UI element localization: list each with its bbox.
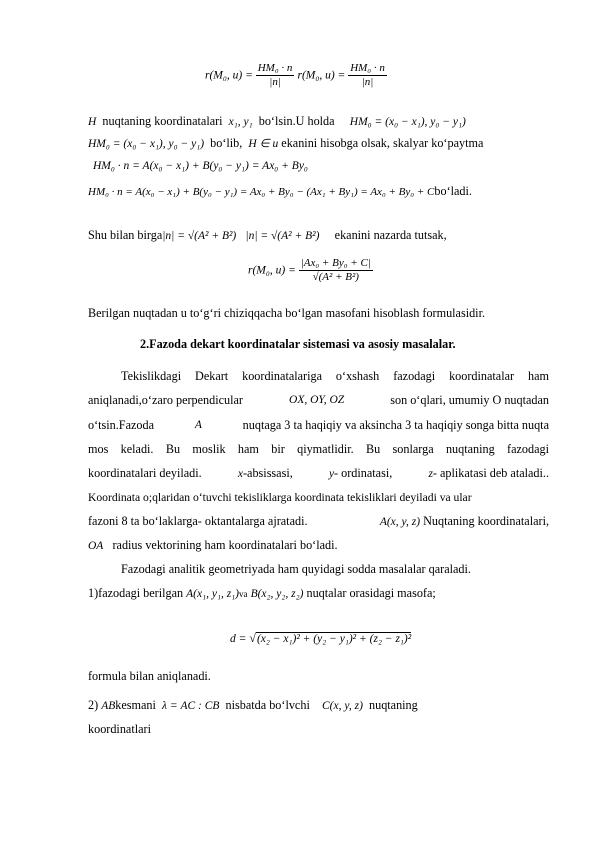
eq-top-right-lhs: r(M₀, u) =: [297, 69, 349, 82]
norm-eq-2: |n| = √(A² + B²): [245, 230, 320, 242]
text: bo‘lib,: [210, 136, 243, 150]
eq-top-left-lhs: r(M₀, u) =: [205, 69, 256, 82]
vector-oa: OA: [88, 540, 104, 552]
line-norm: [88, 227, 447, 244]
body-line-5: koordinatalari deyiladi. x-absissasi, y- ordinatasi, z- aplikatasi deb ataladi..: [88, 466, 549, 480]
tail-line-1: formula bilan aniqlanadi.: [88, 669, 211, 683]
body-line-7: fazoni 8 ta bo‘laklarga- oktantalarga ajratadi. A(x, y, z) Nuqtaning koordinatalari,: [88, 514, 549, 528]
equation-3d-distance: d = √(x₂ − x₁)² + (y₂ − y₁)² + (z₂ − z₁)²: [230, 631, 412, 645]
point-a-xyz: A(x, y, z): [379, 516, 421, 528]
line-h-coordinates: [88, 113, 466, 130]
point-b-coords: B(x₂, y₂, z₂): [250, 588, 304, 600]
text: ekanini nazarda tutsak,: [334, 228, 447, 242]
text: Shu bilan birga: [88, 228, 163, 242]
h-symbol: H: [88, 116, 97, 128]
equation-distance-line: r(M₀, u) = $\frac{\text{|Ax₀ + By₀ + C|}}{\text{√(A² + B²)}}$: [248, 257, 371, 283]
equation-scalar-2: HM₀ · n = A(x₀ − x₁) + B(y₀ − y₁) = Ax₀ + By₀ − (Ax₁ + By₁) = Ax₀ + By₀ + Cbo‘ladi.: [88, 184, 472, 198]
coords-x1-y1: x₁, y₁: [228, 116, 253, 128]
body-line-9: Fazodagi analitik geometriyada ham quyidagi sodda masalalar qaraladi.: [121, 562, 471, 576]
lambda-ratio: λ = AC : CB: [161, 700, 220, 712]
body-line-6: Koordinata o;qlaridan o‘tuvchi tekisliklarga koordinata tekisliklari deyiladi va ular: [88, 491, 472, 504]
point-a: A: [194, 419, 202, 431]
text: bo‘lsin.U holda: [258, 114, 335, 128]
segment-ab: AB: [101, 700, 116, 712]
body-line-2: aniqlanadi,o‘zaro perpendicular OX, OY, OZ son o‘qlari, umumiy O nuqtadan: [88, 393, 549, 407]
point-c: C(x, y, z): [322, 700, 363, 712]
body-line-10: 1)fazodagi berilgan A(x₁, y₁, z₁)va B(x₂, y₂, z₂) nuqtalar orasidagi masofa;: [88, 586, 436, 600]
equation-scalar-1: HM₀ · n = A(x₀ − x₁) + B(y₀ − y₁) = Ax₀ + By₀: [93, 160, 308, 172]
text: bo‘ladi.: [434, 184, 472, 198]
equation-top: [205, 62, 387, 89]
hm0-equation: HM₀ = (x₀ − x₁), y₀ − y₁): [349, 116, 466, 128]
line-berilgan: Berilgan nuqtadan u to‘g‘ri chiziqqacha bo‘lgan masofani hisoblash formulasidir.: [88, 306, 486, 320]
hm0-equation: HM₀ = (x₀ − x₁), y₀ − y₁): [88, 138, 205, 150]
body-line-4: mos keladi. Bu moslik ham bir qiymatlidir. Bu sonlarga nuqtaning fazodagi: [88, 442, 549, 456]
text: nuqtaning koordinatalari: [102, 114, 223, 128]
tail-line-2: 2) ABkesmani λ = AC : CB nisbatda bo‘lvchi C(x, y, z) nuqtaning: [88, 698, 418, 712]
body-line-8: OA radius vektorining ham koordinatalari bo‘ladi.: [88, 538, 338, 552]
axes-ox-oy-oz: OX, OY, OZ: [289, 394, 345, 406]
tail-line-3: koordinatlari: [88, 722, 151, 736]
line-hm0-scalar: [88, 135, 483, 152]
eq-top-left-frac: $\frac{\text{HM₀ · n}}{|n|}$: [257, 62, 293, 88]
norm-eq-1: |n| = √(A² + B²): [162, 230, 237, 242]
body-line-1: Tekislikdagi Dekart koordinatalariga o‘xshash fazodagi koordinatalar ham: [121, 369, 549, 383]
text: ekanini hisobga olsak, skalyar ko‘paytma: [281, 136, 484, 150]
h-in-u: H ∈ u: [248, 138, 279, 150]
section-heading: 2.Fazoda dekart koordinatalar sistemasi va asosiy masalalar.: [140, 337, 456, 351]
eq-mid-frac: $\frac{\text{|Ax₀ + By₀ + C|}}{\text{√(A² + B²)}}$: [300, 257, 371, 283]
body-line-3: o‘tsin.Fazoda A nuqtaga 3 ta haqiqiy va aksincha 3 ta haqiqiy songa bitta nuqta: [88, 418, 549, 432]
eq-top-right-frac: $\frac{\text{HM₀ · n}}{|n|}$: [350, 62, 385, 88]
point-a-coords: A(x₁, y₁, z₁): [186, 588, 240, 600]
